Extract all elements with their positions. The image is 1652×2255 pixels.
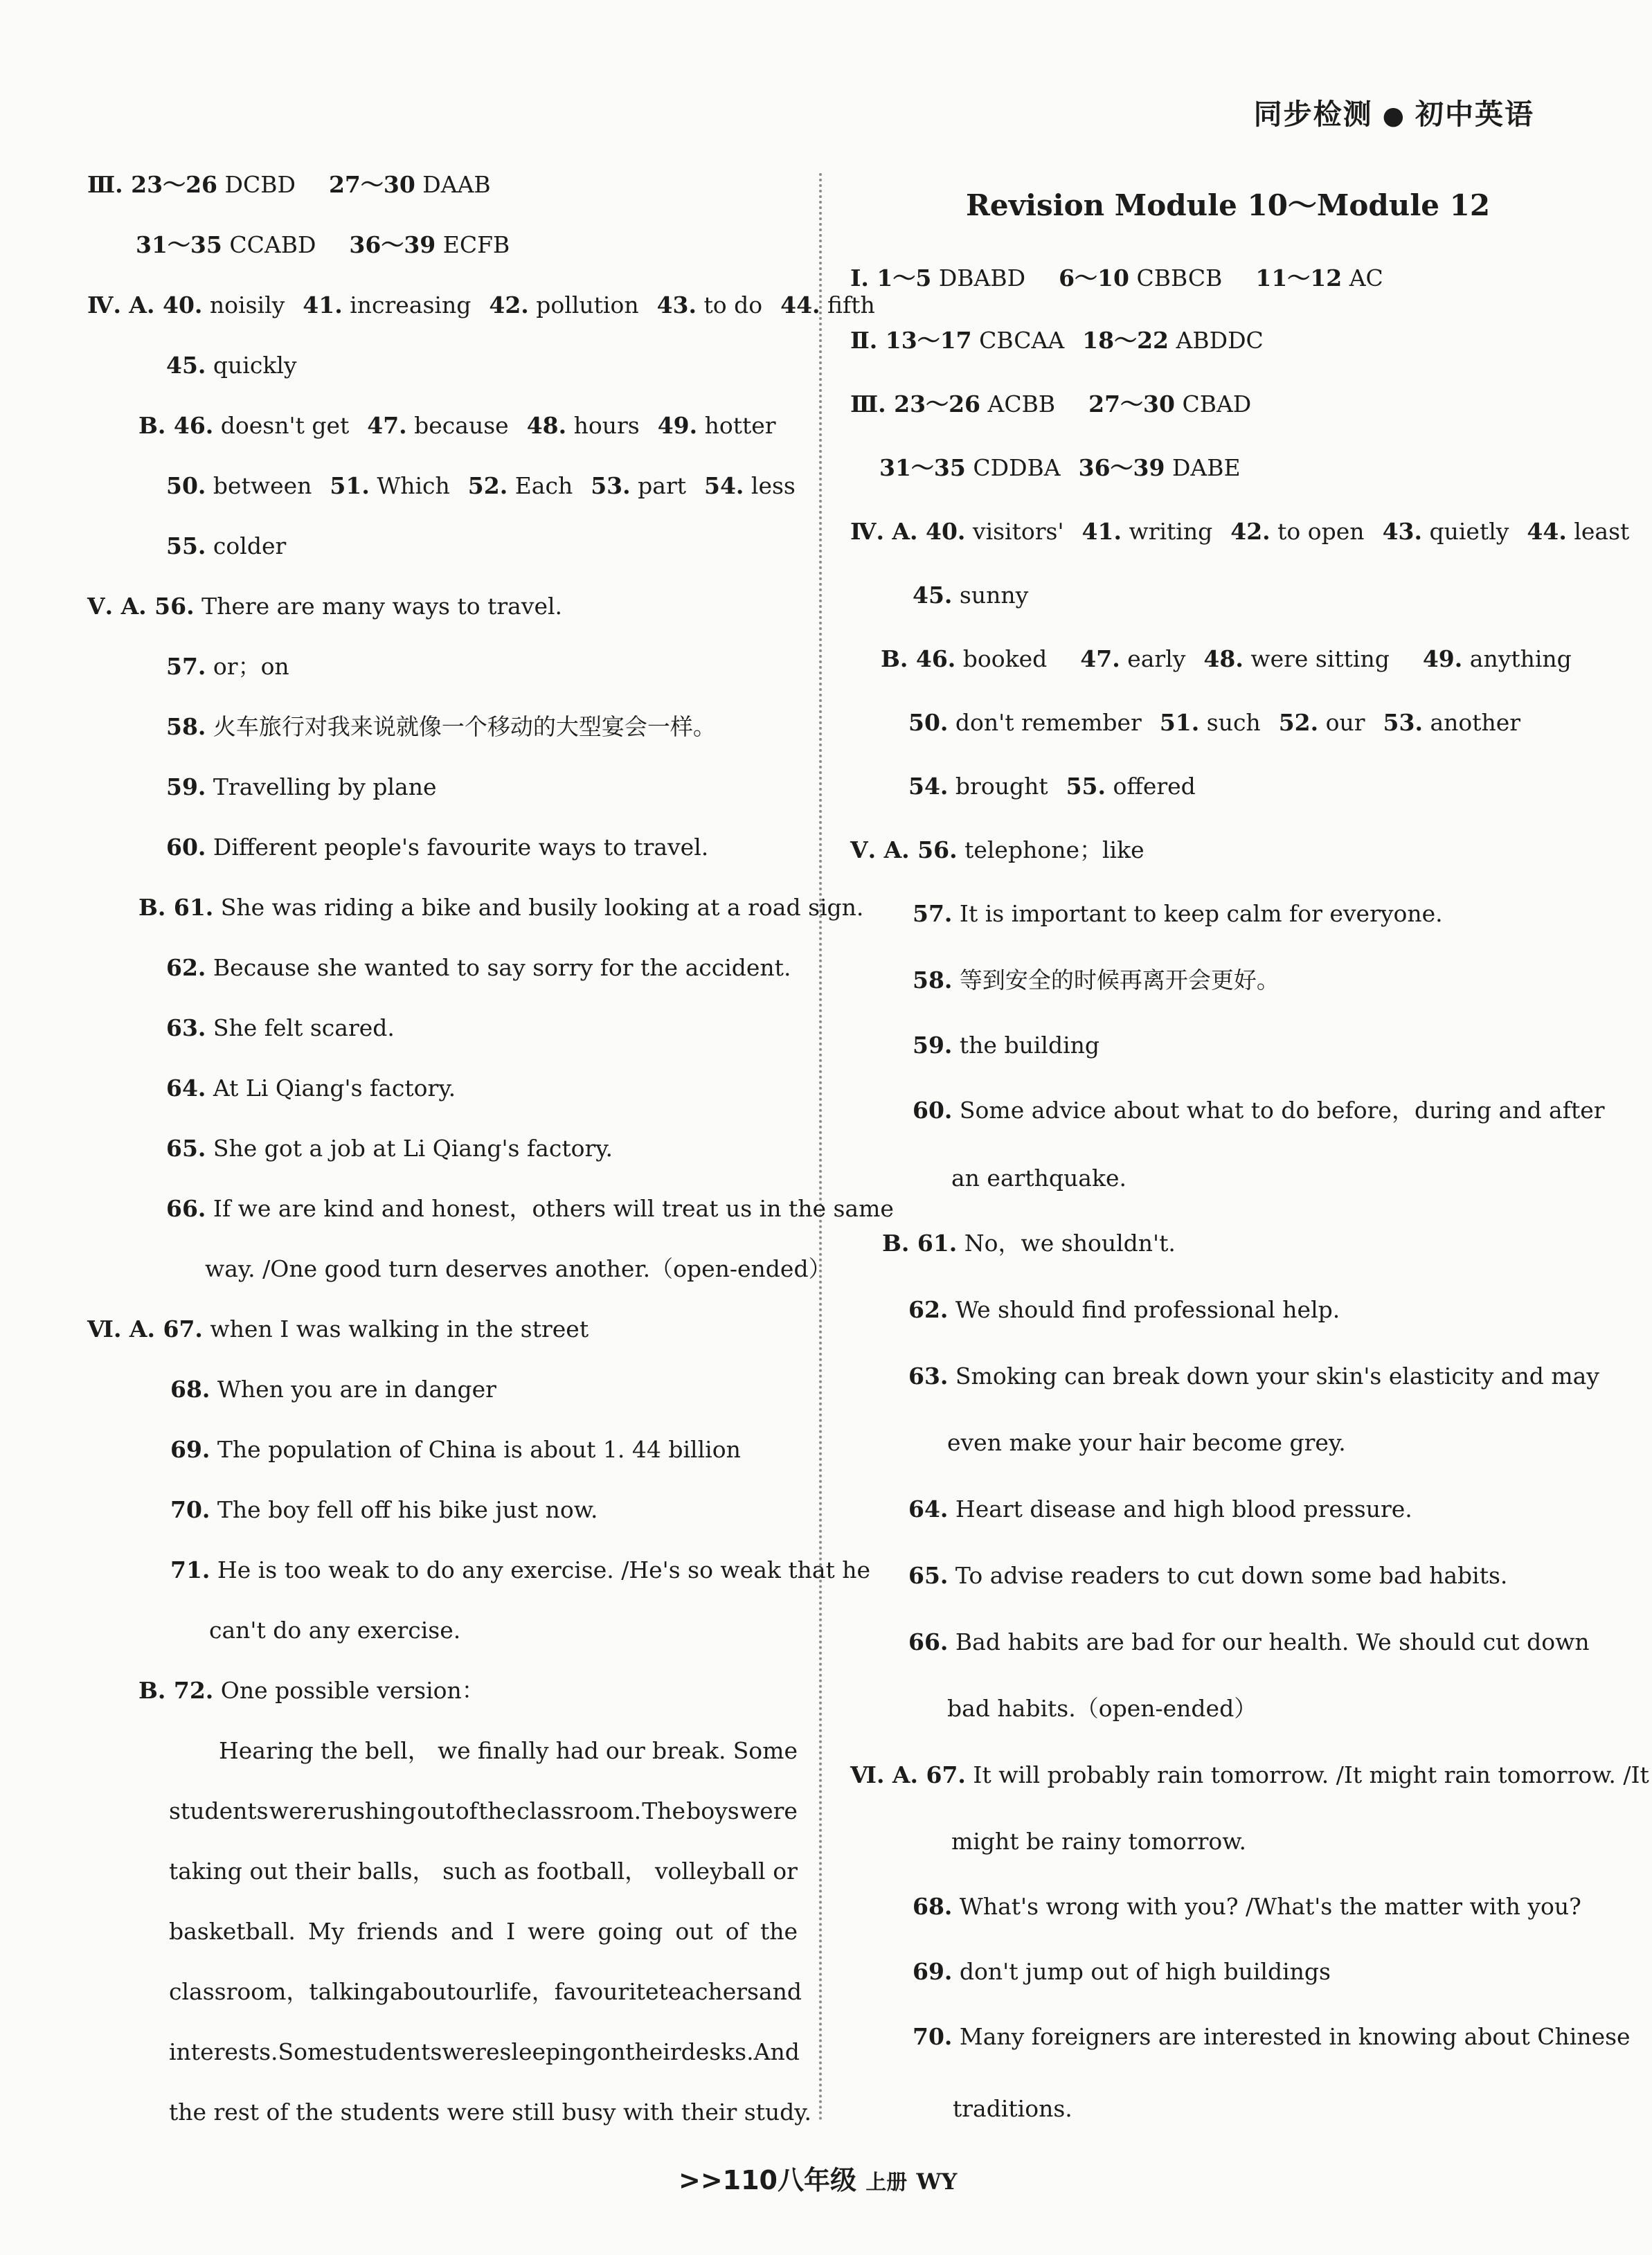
answer-line: can't do any exercise. — [209, 1617, 461, 1644]
answer-line: 64. At Li Qiang's factory. — [166, 1075, 456, 1102]
term-label: 上册 — [865, 2171, 908, 2195]
answer-line: Ⅴ. A. 56. telephone；like — [850, 836, 1144, 863]
answer-line: an earthquake. — [951, 1165, 1126, 1192]
section-title: Revision Module 10～Module 12 — [966, 188, 1491, 222]
answer-line: 62. We should find professional help. — [908, 1296, 1340, 1323]
answer-line: 59. Travelling by plane — [166, 773, 437, 800]
header-subject: 初中英语 — [1415, 98, 1534, 131]
answer-line: 70. The boy fell off his bike just now. — [170, 1496, 598, 1523]
edition-label: WY — [916, 2168, 958, 2195]
answer-line: 45. sunny — [913, 582, 1029, 609]
answer-line: Ⅴ. A. 56. There are many ways to travel. — [87, 593, 563, 620]
header-series: 同步检测 — [1253, 98, 1373, 131]
answer-line: B. 46. doesn't get 47. because 48. hours 49. hotter — [138, 412, 776, 439]
answer-line: Ⅲ. 23～26 ACBB 27～30 CBAD — [850, 390, 1252, 417]
answer-line: 64. Heart disease and high blood pressure. — [908, 1495, 1412, 1522]
grade-label: 八年级 — [778, 2165, 857, 2195]
answer-line: 54. brought 55. offered — [908, 773, 1196, 800]
answer-line: 60. Some advice about what to do before，during and after — [913, 1097, 1605, 1124]
answer-line: Ⅰ. 1～5 DBABD 6～10 CBBCB 11～12 AC — [850, 264, 1383, 291]
essay-line: basketball. My friends and I were going out of the — [169, 1918, 798, 1945]
answer-line: 68. What's wrong with you? /What's the matter with you? — [913, 1893, 1581, 1920]
answer-line: 50. don't remember 51. such 52. our 53. another — [908, 709, 1521, 736]
answer-line: 69. don't jump out of high buildings — [913, 1958, 1331, 1985]
answer-line: B. 46. booked 47. early 48. were sitting 49. anything — [881, 645, 1572, 672]
answer-line: even make your hair become grey. — [947, 1429, 1346, 1456]
answer-line: 45. quickly — [166, 352, 297, 379]
answer-line: 57. It is important to keep calm for everyone. — [913, 900, 1443, 927]
answer-line: 68. When you are in danger — [170, 1376, 496, 1403]
answer-line: 62. Because she wanted to say sorry for the accident. — [166, 954, 791, 981]
answer-line: 71. He is too weak to do any exercise. /He's so weak that he — [170, 1556, 871, 1583]
answer-line: traditions. — [953, 2095, 1072, 2122]
answer-line: 58. 火车旅行对我来说就像一个移动的大型宴会一样。 — [166, 713, 716, 740]
answer-line: 60. Different people's favourite ways to travel. — [166, 834, 709, 861]
answer-line: 69. The population of China is about 1. 44 billion — [170, 1436, 741, 1463]
answer-line: 57. or；on — [166, 653, 289, 680]
answer-line: 70. Many foreigners are interested in knowing about Chinese — [913, 2023, 1631, 2050]
answer-line: 50. between 51. Which 52. Each 53. part 54. less — [166, 472, 796, 499]
answer-line: Ⅵ. A. 67. when I was walking in the street — [87, 1315, 589, 1342]
answer-line: 31～35 CCABD 36～39 ECFB — [136, 231, 510, 258]
answer-line: 65. To advise readers to cut down some bad habits. — [908, 1562, 1508, 1589]
essay-line: Hearing the bell， we finally had our break. Some — [219, 1737, 798, 1764]
page-footer — [679, 2159, 957, 2197]
answer-line: 59. the building — [913, 1032, 1099, 1059]
answer-line: B. 61. She was riding a bike and busily looking at a road sign. — [138, 894, 864, 921]
page-number: >>110 — [679, 2165, 778, 2195]
answer-line: Ⅲ. 23～26 DCBD 27～30 DAAB — [87, 171, 491, 198]
essay-line: taking out their balls， such as football， volleyball or — [169, 1858, 798, 1885]
answer-line: 65. She got a job at Li Qiang's factory. — [166, 1135, 613, 1162]
answer-line: 63. Smoking can break down your skin's elasticity and may — [908, 1363, 1599, 1390]
answer-line: Ⅱ. 13～17 CBCAA 18～22 ABDDC — [850, 327, 1264, 354]
answer-line: B. 72. One possible version： — [138, 1677, 485, 1704]
answer-line: Ⅳ. A. 40. visitors' 41. writing 42. to open 43. quietly 44. least — [850, 518, 1630, 545]
answer-line: 63. She felt scared. — [166, 1014, 395, 1041]
answer-line: 55. colder — [166, 532, 287, 559]
answer-line: Ⅳ. A. 40. noisily 41. increasing 42. pollution 43. to do 44. fifth — [87, 291, 875, 318]
answer-line: 31～35 CDDBA 36～39 DABE — [879, 454, 1241, 481]
essay-line: the rest of the students were still busy with their study. — [169, 2099, 812, 2126]
page-header — [1254, 91, 1534, 132]
essay-line: classroom， talking about our life， favourite teachers and — [169, 1978, 802, 2005]
answer-line: 58. 等到安全的时候再离开会更好。 — [913, 967, 1280, 994]
answer-line: might be rainy tomorrow. — [951, 1828, 1247, 1855]
answer-line: 66. If we are kind and honest，others will treat us in the same — [166, 1195, 894, 1222]
essay-line: interests. Some students were sleeping on their desks. And — [169, 2038, 800, 2065]
answer-line: bad habits.（open-ended） — [947, 1695, 1257, 1722]
answer-line: way. /One good turn deserves another.（open-ended） — [205, 1255, 832, 1282]
answer-line: B. 61. No，we shouldn't. — [882, 1230, 1176, 1257]
column-divider — [819, 173, 822, 2122]
answer-line: Ⅵ. A. 67. It will probably rain tomorrow. /It might rain tomorrow. /It — [850, 1761, 1649, 1788]
answer-line: 66. Bad habits are bad for our health. We should cut down — [908, 1628, 1590, 1655]
bulb-icon: ● — [1382, 102, 1406, 130]
essay-line: students were rushing out of the classroom. The boys were — [169, 1797, 798, 1824]
